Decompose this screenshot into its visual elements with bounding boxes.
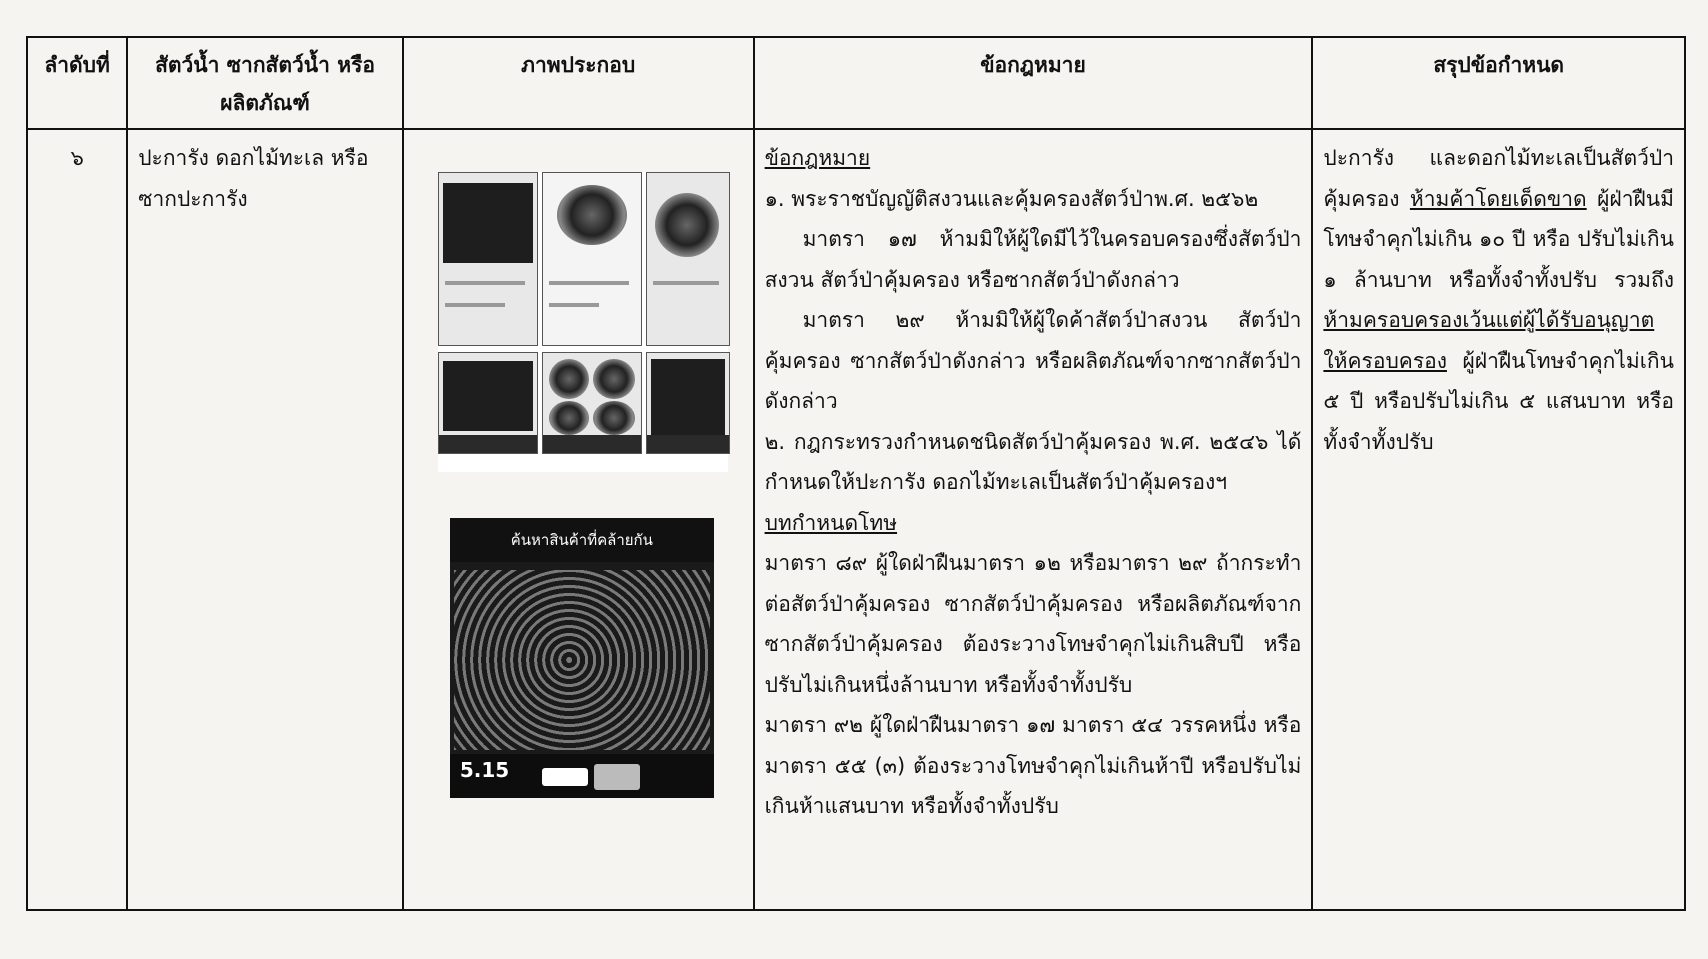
regulation-table [26,36,1686,911]
table-row [27,129,1685,910]
coral-product-image [450,518,714,798]
similar-products-banner: ค้นหาสินค้าที่คล้ายกัน [450,518,714,562]
thumbnail [646,172,730,346]
law-paragraph: ๒. กฎกระทรวงกำหนดชนิดสัตว์ป่าคุ้มครอง พ.ศ. ๒๕๔๖ ได้กำหนดให้ปะการัง ดอกไม้ทะเลเป็นสัตว์ป่าคุ้มครองฯ [764,429,1302,494]
summary-emphasis: ห้ามค้าโดยเด็ดขาด [1409,186,1587,211]
thumbnail [438,352,538,454]
penalty-heading: บทกำหนดโทษ [764,510,898,535]
header-no: ลำดับที่ [27,37,127,129]
row-number: ๖ [27,129,127,910]
summary-text: ปะการัง และดอกไม้ทะเลเป็นสัตว์ป่าคุ้มครอง [1323,146,1674,211]
law-heading: ข้อกฎหมาย [764,146,871,170]
header-item: สัตว์น้ำ ซากสัตว์น้ำ หรือผลิตภัณฑ์ [127,37,403,129]
law-paragraph: มาตรา ๒๙ ห้ามมิให้ผู้ใดค้าสัตว์ป่าสงวน สัตว์ป่าคุ้มครอง ซากสัตว์ป่าดังกล่าว หรือผลิตภัณฑ์จากซากสัตว์ป่าดังกล่าว [764,308,1302,413]
illustration-cell [403,129,754,910]
law-paragraph: มาตรา ๘๙ ผู้ใดฝ่าฝืนมาตรา ๑๒ หรือมาตรา ๒๙ ถ้ากระทำต่อสัตว์ป่าคุ้มครอง ซากสัตว์ป่าคุ้มครอง หรือผลิตภัณฑ์จากซากสัตว์ป่าคุ้มครอง ต้องระวางโทษจำคุกไม่เกินสิบปี หรือปรับไม่เกินหนึ่งล้านบาท หรือทั้งจำทั้งปรับ [764,551,1302,697]
coral-photo [454,570,710,750]
item-name: ปะการัง ดอกไม้ทะเล หรือ ซากปะการัง [127,129,403,910]
law-paragraph: มาตรา ๙๒ ผู้ใดฝ่าฝืนมาตรา ๑๗ มาตรา ๕๔ วรรคหนึ่ง หรือมาตรา ๕๕ (๓) ต้องระวางโทษจำคุกไม่เกินห้าปี หรือปรับไม่เกินห้าแสนบาท หรือทั้งจำทั้งปรับ [764,713,1302,818]
summary-cell [1312,129,1685,910]
law-cell [754,129,1313,910]
thumbnail [542,352,642,454]
header-summary: สรุปข้อกำหนด [1312,37,1685,129]
product-thumbnails-image [438,172,728,472]
summary-emphasis: ห้ามครอบครองเว้นแต่ผู้ได้รับอนุญาตให้ครอบครอง [1323,308,1655,373]
price-label: 5.15 [459,757,510,782]
summary-text: ผู้ฝ่าฝืนมีโทษจำคุกไม่เกิน ๑๐ ปี หรือ ปรับไม่เกิน ๑ ล้านบาท หรือทั้งจำทั้งปรับ รวมถึง [1323,186,1674,292]
summary-text: ผู้ฝ่าฝืนโทษจำคุกไม่เกิน ๕ ปี หรือปรับไม่เกิน ๕ แสนบาท หรือทั้งจำทั้งปรับ [1323,348,1674,454]
thumbnail [438,172,538,346]
thumbnail [646,352,730,454]
law-paragraph: ๑. พระราชบัญญัติสงวนและคุ้มครองสัตว์ป่าพ.ศ. ๒๕๖๒ [764,186,1259,211]
header-law: ข้อกฎหมาย [754,37,1313,129]
thumbnail [542,172,642,346]
law-paragraph: มาตรา ๑๗ ห้ามมิให้ผู้ใดมีไว้ในครอบครองซึ่งสัตว์ป่าสงวน สัตว์ป่าคุ้มครอง หรือซากสัตว์ป่าดังกล่าว [764,227,1302,292]
header-image: ภาพประกอบ [403,37,754,129]
table-header-row [27,37,1685,129]
